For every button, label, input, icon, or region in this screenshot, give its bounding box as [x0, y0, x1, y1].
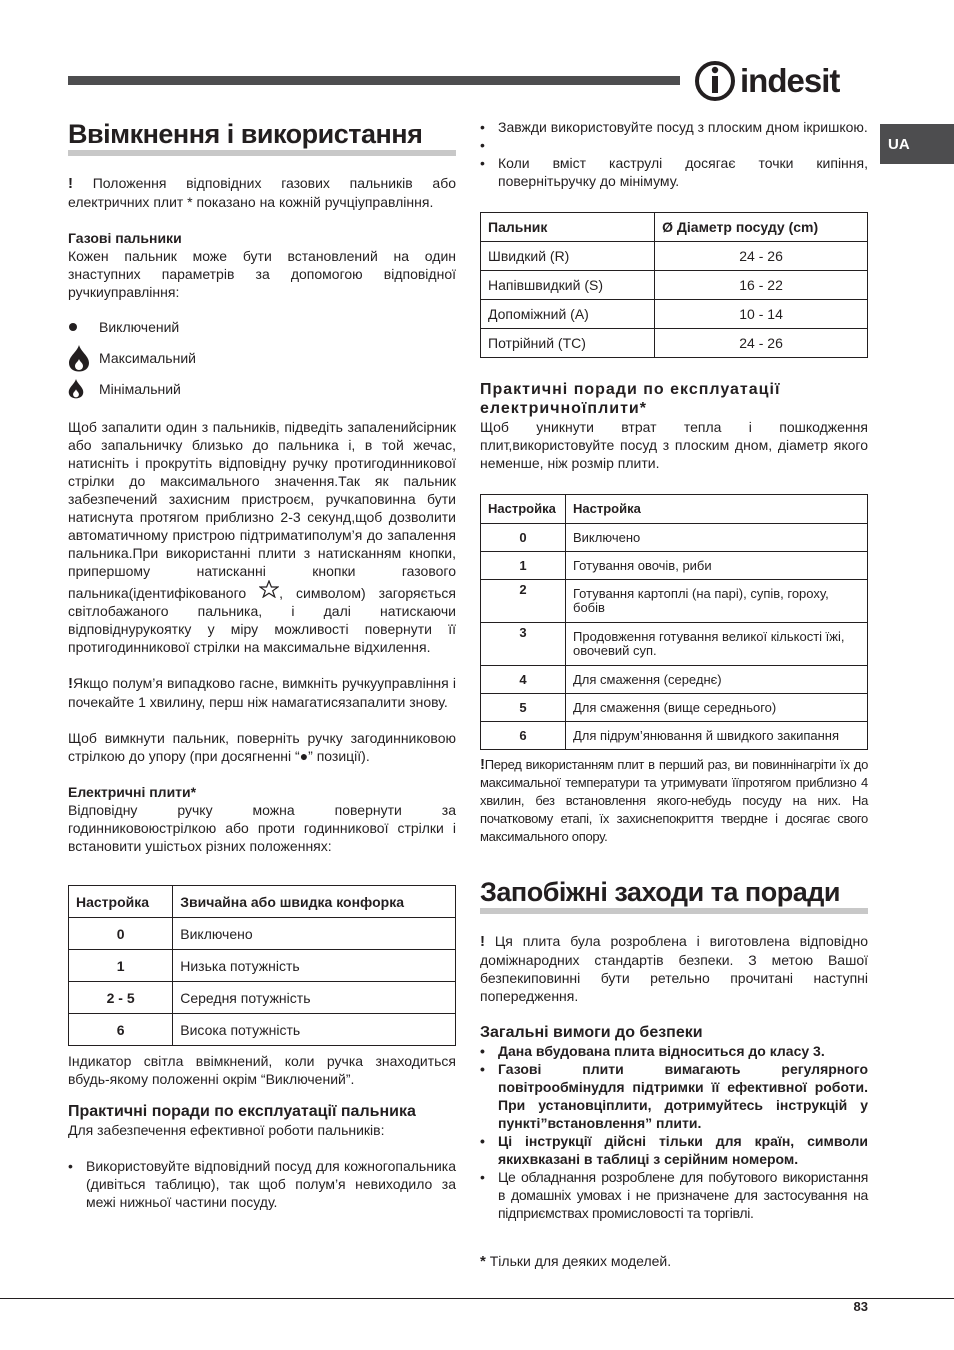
brand-name: indesit: [740, 62, 840, 99]
dot-icon: [68, 322, 78, 332]
table-row: 2 Готування картоплі (на парі), супів, гороху, бобів: [481, 580, 868, 623]
burner-legend: [68, 311, 456, 404]
general-safety-list-regular: [480, 1168, 868, 1222]
switch-off-paragraph: Щоб вимкнути пальник, поверніть ручку загодинниковою стрілкою до упору (при досягненні “●” позиції).: [68, 730, 456, 764]
table-row: Швидкий (R) 24 - 26: [481, 242, 868, 271]
legend-off: Виключений: [68, 311, 456, 342]
brand-logo: [694, 58, 839, 104]
list-item: • Це обладнання розроблене для побутового використання в домашніх умовах і не призначене для застосування на підприємствах промисловості та торгівлі.: [480, 1168, 868, 1222]
table-row: Потрійний (TC) 24 - 26: [481, 329, 868, 358]
first-use-warning: !Перед використанням плит в перший раз, ви повиннінагрiти їх до максимальної температури та утримувати їїпротягом приблизно 4 хвилин, без встановлення якого-небудь посуду на них. На початковому етапі, їх захиснепокриття тверднe і досягає свого максимального опору.: [480, 756, 868, 844]
table-header-row: Пальник Ø Діаметр посуду (cm): [481, 213, 868, 242]
table-header-row: Настройка Звичайна або швидка конфорка: [69, 886, 456, 918]
table-row: 1 Готування овочів, риби: [481, 552, 868, 580]
warning-mark: !: [68, 175, 73, 192]
table-row: 6 Висока потужність: [69, 1014, 456, 1046]
table-row: 2 - 5 Середня потужність: [69, 982, 456, 1014]
legend-max: Максимальний: [68, 342, 456, 373]
intro-paragraph: ! Положення відповідних газових пальників або електричних плит * показано на кожній ручціуправління.: [68, 175, 457, 210]
table-row: 4 Для смаження (середнє): [481, 666, 868, 694]
list-item: • Газові плити вимагають регулярного повітрообмінудля підтримки її ефективної роботи. При установціплити, дотримуйтесь інструкцій у пункті”встановлення” плити.: [480, 1060, 868, 1132]
right-column: [480, 118, 868, 1271]
indesit-logo-icon: [694, 59, 736, 103]
list-item: • Ці інструкції дійсні тільки для країн, символи якихвказані в таблиці з серійним номером.: [480, 1132, 868, 1168]
gas-burners-text: Кожен пальник може бути встановлений на один знаступних параметрів за допомогою відповідної ручкиуправління:: [68, 248, 456, 300]
left-column: [68, 118, 456, 1211]
table-row: 5 Для смаження (вище середнього): [481, 694, 868, 722]
table-row: Напівшвидкий (S) 16 - 22: [481, 271, 868, 300]
general-safety-heading: Загальні вимоги до безпеки: [480, 1024, 703, 1041]
gas-burners-heading: Газові пальники: [68, 230, 182, 246]
spark-star-icon: [259, 580, 279, 598]
table-row: 6 Для підрум’янювання й швидкого закипання: [481, 722, 868, 750]
burner-tips-list: [68, 1157, 456, 1211]
table-row: 1 Низька потужність: [69, 950, 456, 982]
table-row: 0 Виключено: [481, 524, 868, 552]
burner-tips-heading: Практичні поради по експлуатації пальника: [68, 1103, 416, 1120]
list-item: • Дана вбудована плита відноситься до класу 3.: [480, 1042, 868, 1060]
table-row: Допоміжний (A) 10 - 14: [481, 300, 868, 329]
table-header-row: Настройка Настройка: [481, 495, 868, 524]
language-tab: UA: [880, 124, 954, 164]
electric-tips-heading: Практичні поради по експлуатації електричноїплити*: [480, 381, 781, 417]
footnote: * Тільки для деяких моделей.: [480, 1253, 672, 1270]
table-row: 0 Виключено: [69, 918, 456, 950]
electric-settings-table: [480, 494, 868, 750]
header-bar: [68, 76, 680, 85]
electric-plates-text: Відповідну ручку можна повернути за годинниковоюстрілкою або проти годинникової стрілки і встановити ушістьох різних положеннях:: [68, 802, 456, 854]
list-item: • Завжди використовуйте посуд з плоским дном ікришкою.: [480, 118, 868, 136]
electric-tips-text: Щоб уникнути втрат тепла і пошкодження плит,використовуйте посуд з плоским дном, діаметр якого неменше, ніж розмір плити.: [480, 419, 868, 471]
legend-min: Мінімальний: [68, 373, 456, 404]
list-item: • Коли вміст каструлі досягає точки кипіння, повернітьручку до мінімуму.: [480, 154, 868, 190]
burner-diameter-table: [480, 212, 868, 358]
table-row: 3 Продовження готування великої кількості їжі, овочевий суп.: [481, 623, 868, 666]
cookware-tips-list: [480, 118, 868, 190]
flame-out-warning: !Якщо полум’я випадково гасне, вимкніть ручкууправління і почекайте 1 хвилину, перш ніж намагатисязапалити знову.: [68, 675, 456, 710]
small-flame-icon: [68, 378, 84, 399]
footer-rule: [0, 1298, 954, 1299]
list-item: • Використовуйте відповідний посуд для кожногопальника (дивіться таблицю), так щоб полум’я невиходило за межі нижньої частини посуду.: [68, 1157, 456, 1211]
safety-intro: ! Ця плита була розроблена і виготовлена відповідно доміжнародних стандартів безпеки. З метою Вашої безпекиповинні бути ретельно прочитані наступні попередження.: [480, 933, 868, 1004]
page-number: 83: [853, 1299, 868, 1314]
indicator-paragraph: Індикатор світла ввімкнений, коли ручка знаходиться вбудь-якому положенні окрім “Виключений”.: [68, 1053, 456, 1087]
burner-tips-intro: Для забезпечення ефективної роботи пальників:: [68, 1122, 385, 1138]
section-title-safety: Запобіжні заходи та поради: [480, 876, 868, 914]
section-title-usage: Ввімкнення і використання: [68, 118, 456, 156]
plate-settings-table: [68, 885, 456, 1046]
electric-plates-heading: Електричні плити*: [68, 784, 197, 800]
large-flame-icon: [68, 344, 90, 372]
ignition-paragraph: Щоб запалити один з пальників, підведіть запаленийсірник або запальничку близько до пальника і, в той жечас, натисніть і прокрутіть відповідну ручку протигодинникової стрілки до максимального значення.Так як пальник забезпечений захисним пристроєм, ручкаповинна бути натиснута протягом приблизно 2-3 секунд,щоб дозволити автоматичному пристрою підтриматиполум’я до запалення пальника.При використанні плити з натисканням кнопки, припершому натисканні кнопки газового пальника(ідентифікованого , символом) загоряється світлобажаного пальника, і далі натискаючи відповіднурукоятку у міру можливості повернути її протигодинникової стрілки на максимальне відхилення.: [68, 419, 456, 655]
general-safety-list: [480, 1042, 868, 1168]
